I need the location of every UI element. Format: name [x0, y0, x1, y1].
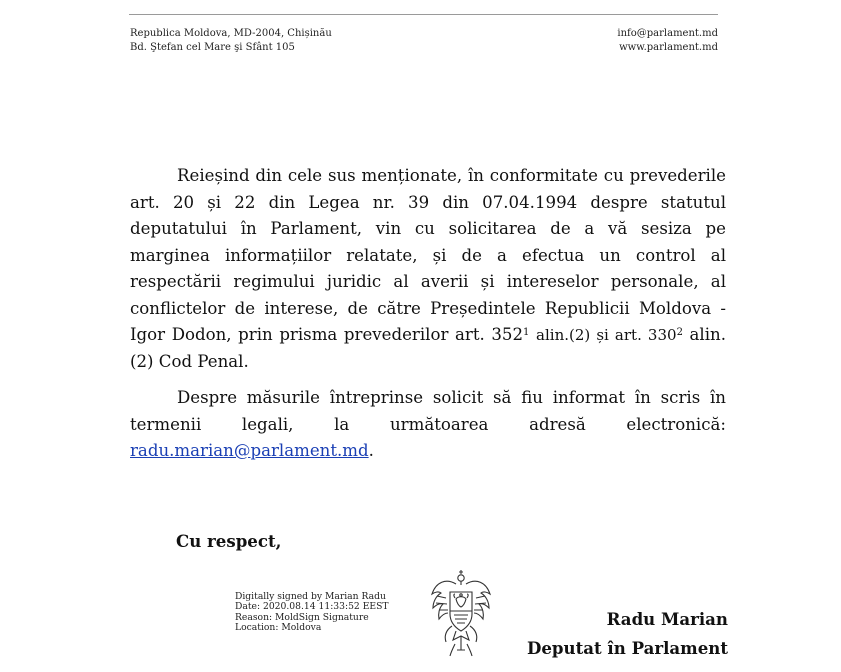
article-superscript-2: 2 — [676, 327, 683, 338]
header-email: info@parlament.md — [617, 28, 718, 39]
address-line-1: Republica Moldova, MD-2004, Chișinău — [130, 28, 332, 39]
paragraph-request-ref-a: alin.(2) și art. 330 — [536, 326, 677, 344]
paragraph-request-text: Reieșind din cele sus menționate, în conformitate cu prevederile art. 20 și 22 din Legea nr. 39 din 07.04.1994 despre statutul deputatului în Parlament, vin cu solicitarea de a vă sesiza pe marginea informațiilor relatate, și de a efectua un control al respectării regimului juridic al averii și intereselor personale, al conflictelor de interese, de către Președintele Republicii Moldova - Igor Dodon, prin prisma prevederilor art. 352 — [130, 166, 726, 344]
paragraph-response-text: Despre măsurile întreprinse solicit să fiu informat în scris în termenii legali, la următoarea adresă electronică: — [130, 388, 726, 434]
header-contacts — [617, 27, 718, 55]
signature-date: Date: 2020.08.14 11:33:52 EEST — [235, 601, 389, 613]
paragraph-request — [130, 163, 726, 375]
article-superscript-1: 1 — [523, 327, 530, 338]
signature-location: Location: Moldova — [235, 622, 322, 634]
signature-signed-by: Digitally signed by Marian Radu — [235, 591, 386, 602]
signature-reason: Reason: MoldSign Signature — [235, 611, 369, 623]
email-trailing-period: . — [368, 441, 374, 460]
address-line-2: Bd. Ştefan cel Mare şi Sfânt 105 — [130, 42, 295, 53]
paragraph-request-ref-b: alin.(2) Cod Penal. — [130, 325, 727, 371]
coat-of-arms-icon — [426, 568, 496, 660]
signer-name: Radu Marian — [606, 609, 728, 629]
paragraph-response — [130, 385, 726, 465]
closing-greeting: Cu respect, — [176, 531, 282, 551]
letter-body — [130, 163, 726, 465]
header-divider — [129, 14, 718, 15]
header-website: www.parlament.md — [619, 42, 718, 53]
contact-email-link[interactable]: radu.marian@parlament.md — [130, 441, 369, 460]
header-address — [130, 27, 332, 55]
signer-title: Deputat în Parlament — [526, 638, 728, 658]
digital-signature-block — [235, 592, 389, 634]
